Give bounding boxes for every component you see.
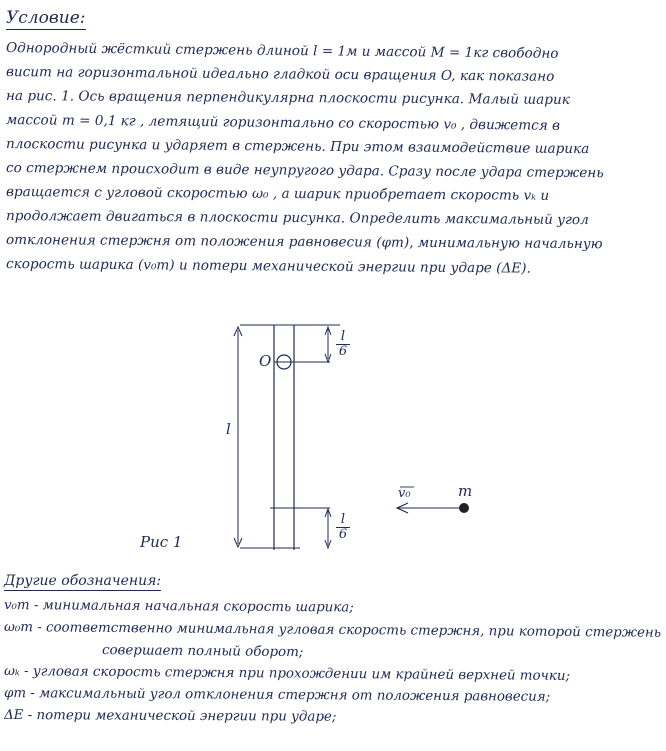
statement-line: висит на горизонтальной идеально гладкой оси вращения O, как показано [5,64,555,85]
top-fraction [336,330,350,359]
axis-label: O [259,352,272,370]
heading: Условие: [6,8,86,28]
bottom-fraction-den: 6 [338,527,348,542]
notes-title: Другие обозначения: [4,573,162,589]
ball [459,503,469,513]
statement-line: вращается с угловой скоростью ω₀ , а шарик приобретает скорость vₖ и [5,184,550,204]
statement-line: отклонения стержня от положения равновесия (φm), минимальную начальную [5,232,603,253]
note-item: ΔE - потери механической энергии при ударе; [3,708,337,725]
statement-line: плоскости рисунка и ударяет в стержень. При этом взаимодействие шарика [5,136,590,158]
mass-label: m [458,482,473,500]
statement-line: массой m = 0,1 кг , летящий горизонтально со скоростью v₀ , движется в [5,112,561,134]
statement-line: со стержнем происходит в виде неупругого удара. Сразу после удара стержень [5,160,604,182]
statement-line: Однородный жёсткий стержень длиной l = 1м и массой M = 1кг свободно [5,40,559,62]
note-item: ω₀m - соответственно минимальная угловая скорость стержня, при которой стержень [3,620,662,641]
figure-caption: Рис 1 [140,533,183,551]
length-label: l [226,420,231,438]
velocity-label: v₀ [398,486,411,501]
top-fraction-num: l [336,330,350,345]
statement-line: на рис. 1. Ось вращения перпендикулярна плоскости рисунка. Малый шарик [5,88,570,108]
note-item: ωₖ - угловая скорость стержня при прохождении им крайней верхней точки; [3,664,571,684]
statement-line: продолжает двигаться в плоскости рисунка. Определить максимальный угол [5,208,589,229]
statement-line: скорость шарика (v₀m) и потери механической энергии при ударе (ΔE). [5,256,531,277]
note-item: φm - максимальный угол отклонения стержня от положения равновесия; [3,686,551,705]
top-fraction-den: 6 [338,344,348,359]
bottom-fraction-num: l [336,513,350,528]
bottom-fraction [336,513,350,542]
notes-section [4,570,664,727]
note-item-continuation: совершает полный оборот; [101,643,304,661]
note-item: v₀m - минимальная начальная скорость шарика; [3,598,354,616]
